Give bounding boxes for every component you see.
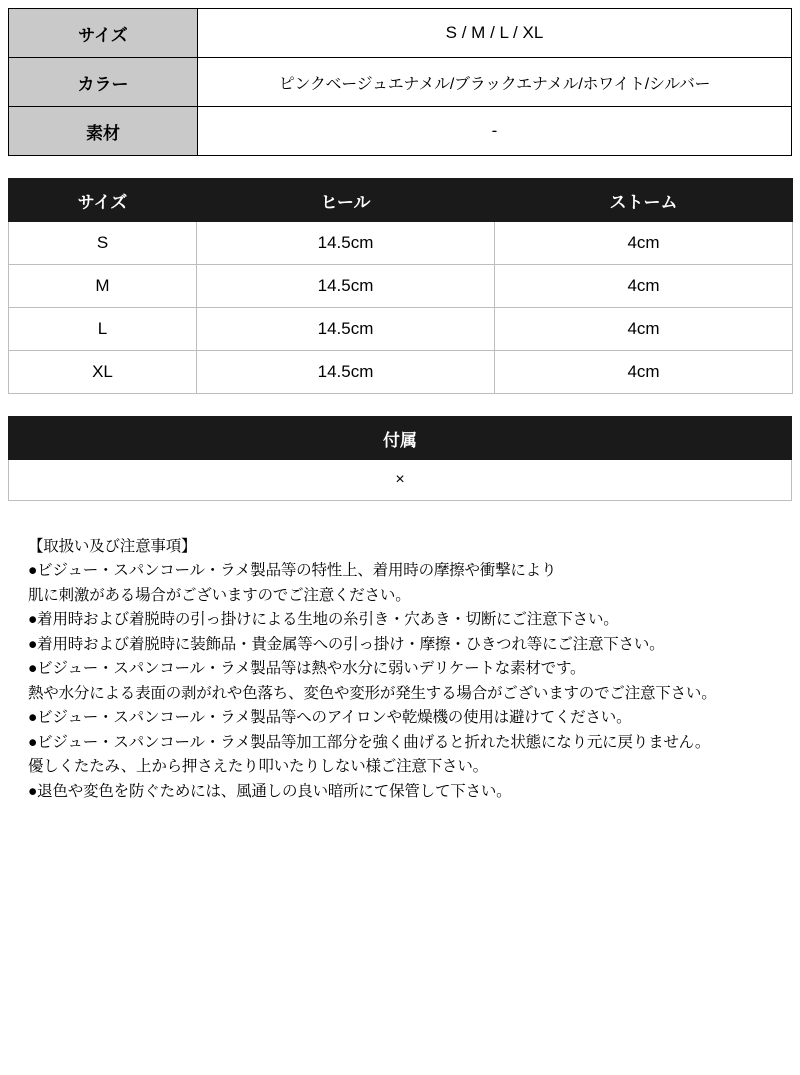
table-header-row bbox=[9, 179, 793, 222]
table-row bbox=[9, 9, 792, 58]
care-notes bbox=[28, 535, 772, 804]
measurement-cell-heel: 14.5cm bbox=[197, 265, 495, 308]
table-header-row bbox=[9, 417, 792, 460]
measurement-cell-heel: 14.5cm bbox=[197, 222, 495, 265]
note-line: ●ビジュー・スパンコール・ラメ製品等加工部分を強く曲げると折れた状態になり元に戻りません。 bbox=[28, 733, 711, 751]
product-spec-page bbox=[0, 8, 800, 804]
measurement-cell-size: M bbox=[9, 265, 197, 308]
spec-table bbox=[8, 8, 792, 156]
accessory-header: 付属 bbox=[9, 417, 792, 460]
table-row bbox=[9, 460, 792, 501]
measurement-cell-storm: 4cm bbox=[495, 222, 793, 265]
measurement-cell-storm: 4cm bbox=[495, 351, 793, 394]
spec-label-size: サイズ bbox=[9, 9, 198, 58]
measurement-cell-storm: 4cm bbox=[495, 265, 793, 308]
measurement-header-storm: ストーム bbox=[495, 179, 793, 222]
spec-label-material: 素材 bbox=[9, 107, 198, 156]
spec-value-material: - bbox=[198, 107, 792, 156]
measurement-cell-heel: 14.5cm bbox=[197, 351, 495, 394]
measurement-cell-size: S bbox=[9, 222, 197, 265]
table-row bbox=[9, 222, 793, 265]
note-line: ●退色や変色を防ぐためには、風通しの良い暗所にて保管して下さい。 bbox=[28, 782, 512, 800]
note-line: 熱や水分による表面の剥がれや色落ち、変色や変形が発生する場合がございますのでご注意下さい。 bbox=[28, 684, 717, 702]
measurement-cell-heel: 14.5cm bbox=[197, 308, 495, 351]
note-line: ●ビジュー・スパンコール・ラメ製品等は熱や水分に弱いデリケートな素材です。 bbox=[28, 660, 586, 678]
note-line: ●ビジュー・スパンコール・ラメ製品等の特性上、着用時の摩擦や衝撃により bbox=[28, 562, 557, 580]
table-row bbox=[9, 308, 793, 351]
notes-title: 【取扱い及び注意事項】 bbox=[28, 538, 197, 555]
measurement-header-size: サイズ bbox=[9, 179, 197, 222]
note-line: ●着用時および着脱時の引っ掛けによる生地の糸引き・穴あき・切断にご注意下さい。 bbox=[28, 611, 619, 629]
spec-value-color: ピンクベージュエナメル/ブラックエナメル/ホワイト/シルバー bbox=[198, 58, 792, 107]
table-row bbox=[9, 351, 793, 394]
note-line: 肌に刺激がある場合がございますのでご注意ください。 bbox=[28, 586, 411, 604]
table-row bbox=[9, 265, 793, 308]
spec-value-size: S / M / L / XL bbox=[198, 9, 792, 58]
accessory-table bbox=[8, 416, 792, 501]
measurement-table bbox=[8, 178, 793, 394]
table-row bbox=[9, 58, 792, 107]
measurement-cell-storm: 4cm bbox=[495, 308, 793, 351]
table-row bbox=[9, 107, 792, 156]
note-line: 優しくたたみ、上から押さえたり叩いたりしない様ご注意下さい。 bbox=[28, 758, 488, 776]
note-line: ●ビジュー・スパンコール・ラメ製品等へのアイロンや乾燥機の使用は避けてください。 bbox=[28, 709, 632, 727]
measurement-cell-size: L bbox=[9, 308, 197, 351]
measurement-cell-size: XL bbox=[9, 351, 197, 394]
measurement-header-heel: ヒール bbox=[197, 179, 495, 222]
note-line: ●着用時および着脱時に装飾品・貴金属等への引っ掛け・摩擦・ひきつれ等にご注意下さい。 bbox=[28, 635, 665, 653]
accessory-value: × bbox=[9, 460, 792, 501]
spec-label-color: カラー bbox=[9, 58, 198, 107]
